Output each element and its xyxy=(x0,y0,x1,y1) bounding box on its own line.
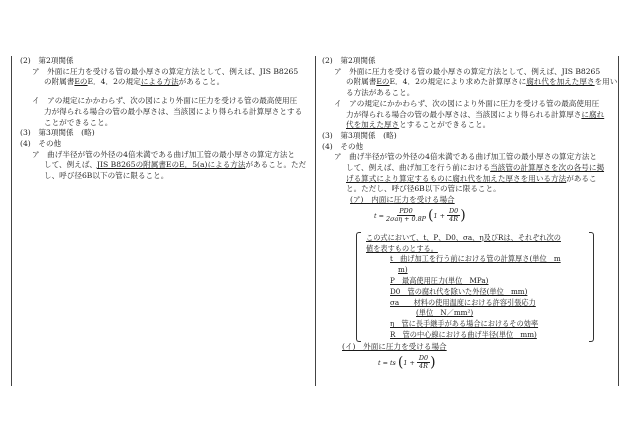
right-margin-rule xyxy=(618,56,619,386)
formula-paren-term: 1 + xyxy=(433,211,445,220)
left-item-a-line: ア 外面に圧力を受ける管の最小厚さの算定方法として、例えば、JIS B8265 xyxy=(32,66,299,76)
formula2-inner-numerator: D0 xyxy=(418,353,429,362)
left-item-i-line: 力が得られる場合の管の最小厚さは、当該図により得られる計算厚さとする xyxy=(44,106,303,116)
formula2-lhs: t = ts xyxy=(378,358,396,367)
formula-inner-fraction xyxy=(447,208,460,224)
left-item-a4-line: ア 曲げ半径が管の外径の4倍未満である曲げ加工管の最小厚さの算定方法と xyxy=(32,149,296,159)
definition-t: t 曲げ加工を行う前における管の計算厚さ(単位 m xyxy=(390,254,561,264)
formula-close-paren: ) xyxy=(460,207,466,224)
definition-sigma: σa 材料の使用温度における許容引張応力 xyxy=(390,297,536,307)
formula-internal-pressure xyxy=(374,208,616,230)
right-column xyxy=(322,56,616,379)
right-item-i-line: 力が得られる場合の管の最小厚さは、当該図により得られる計算厚さに腐れ xyxy=(346,109,605,119)
right-item-a4-line: と。ただし、呼び径6B以下の管に限ること。 xyxy=(346,184,501,194)
formula-open-paren: ( xyxy=(428,207,434,224)
left-heading-2: (2) 第2項関係 xyxy=(20,56,74,65)
formula2-close-paren: ) xyxy=(430,354,436,371)
sub-item-internal-pressure: (ア) 内面に圧力を受ける場合 xyxy=(350,195,455,205)
formula2-inner-fraction xyxy=(417,355,430,371)
right-item-a-line: る方法があること。 xyxy=(346,88,415,98)
definition-p: P 最高使用圧力(単位 MPa) xyxy=(390,276,489,286)
right-heading-4: (4) その他 xyxy=(322,141,364,151)
left-margin-rule xyxy=(11,56,12,386)
definition-sigma-unit: (単位 N／mm²) xyxy=(416,308,474,318)
formula2-inner-denominator: 4R xyxy=(419,362,428,371)
definition-eta: η 管に長手継手がある場合におけるその効率 xyxy=(390,319,539,329)
left-item-a4-line: して、例えば、JIS B8265の附属書EのE．5(a)による方法があること。ただ xyxy=(44,160,307,170)
right-item-i-line: イ アの規定にかかわらず、次の図により外面に圧力を受ける管の最高使用圧 xyxy=(334,98,600,108)
left-item-a-line: の附属書EのE．4．2の規定による方法があること。 xyxy=(44,77,225,87)
right-item-a4-line: ア 曲げ半径が管の外径の4倍未満である曲げ加工管の最小厚さの算定方法と xyxy=(334,152,598,162)
formula-fraction xyxy=(386,208,426,224)
formula-external-pressure xyxy=(378,355,616,377)
formula-denominator: 2σaη + 0.8P xyxy=(386,215,426,224)
formula2-paren-term: 1 + xyxy=(403,358,415,367)
center-divider-rule xyxy=(315,56,316,386)
left-item-a4-line: し、呼び径6B以下の管に限ること。 xyxy=(44,171,169,181)
definitions-intro: 値を表すものとする。 xyxy=(366,243,438,253)
definitions-intro: この式において、t、P、D0、σa、η及びRは、それぞれ次の xyxy=(366,232,561,242)
definition-d: D0 管の腐れ代を除いた外径(単位 mm) xyxy=(390,286,528,296)
right-item-a4-line: して、例えば、曲げ加工を行う前における当該管の計算厚さを次の各号に掲 xyxy=(346,163,605,173)
formula-inner-numerator: D0 xyxy=(448,206,459,215)
formula-inner-denominator: 4R xyxy=(449,215,459,224)
left-heading-4: (4) その他 xyxy=(20,138,62,148)
right-heading-2: (2) 第2項関係 xyxy=(322,56,376,65)
left-heading-3: (3) 第3項関係 (略) xyxy=(20,128,95,138)
sub-item-external-pressure: (イ) 外面に圧力を受ける場合 xyxy=(342,341,447,351)
right-item-a-line: ア 外面に圧力を受ける管の最小厚さの算定方法として、例えば、JIS B8265 xyxy=(334,66,601,76)
left-item-i-line: ことができること。 xyxy=(44,117,113,127)
variable-definitions-box xyxy=(356,232,594,342)
formula-numerator: PD0 xyxy=(399,206,413,215)
definition-r: R 管の中心線における曲げ半径(単位 mm) xyxy=(390,330,537,340)
right-item-a-line: の附属書EのE．4．2の規定により求めた計算厚さに腐れ代を加えた厚さを用い xyxy=(346,77,618,87)
right-heading-3: (3) 第3項関係 (略) xyxy=(322,130,397,140)
formula2-open-paren: ( xyxy=(397,354,404,371)
left-item-i-line: イ アの規定にかかわらず、次の図により外面に圧力を受ける管の最高使用圧 xyxy=(32,96,298,106)
definition-t-cont: m) xyxy=(398,265,408,275)
right-item-i-line: 代を加えた厚さとすることができること。 xyxy=(346,120,491,130)
formula-lhs: t = xyxy=(374,211,384,220)
left-column xyxy=(20,56,310,182)
right-item-a4-line: げる算式により算定するものに腐れ代を加えた厚さを用いる方法があるこ xyxy=(346,173,597,183)
